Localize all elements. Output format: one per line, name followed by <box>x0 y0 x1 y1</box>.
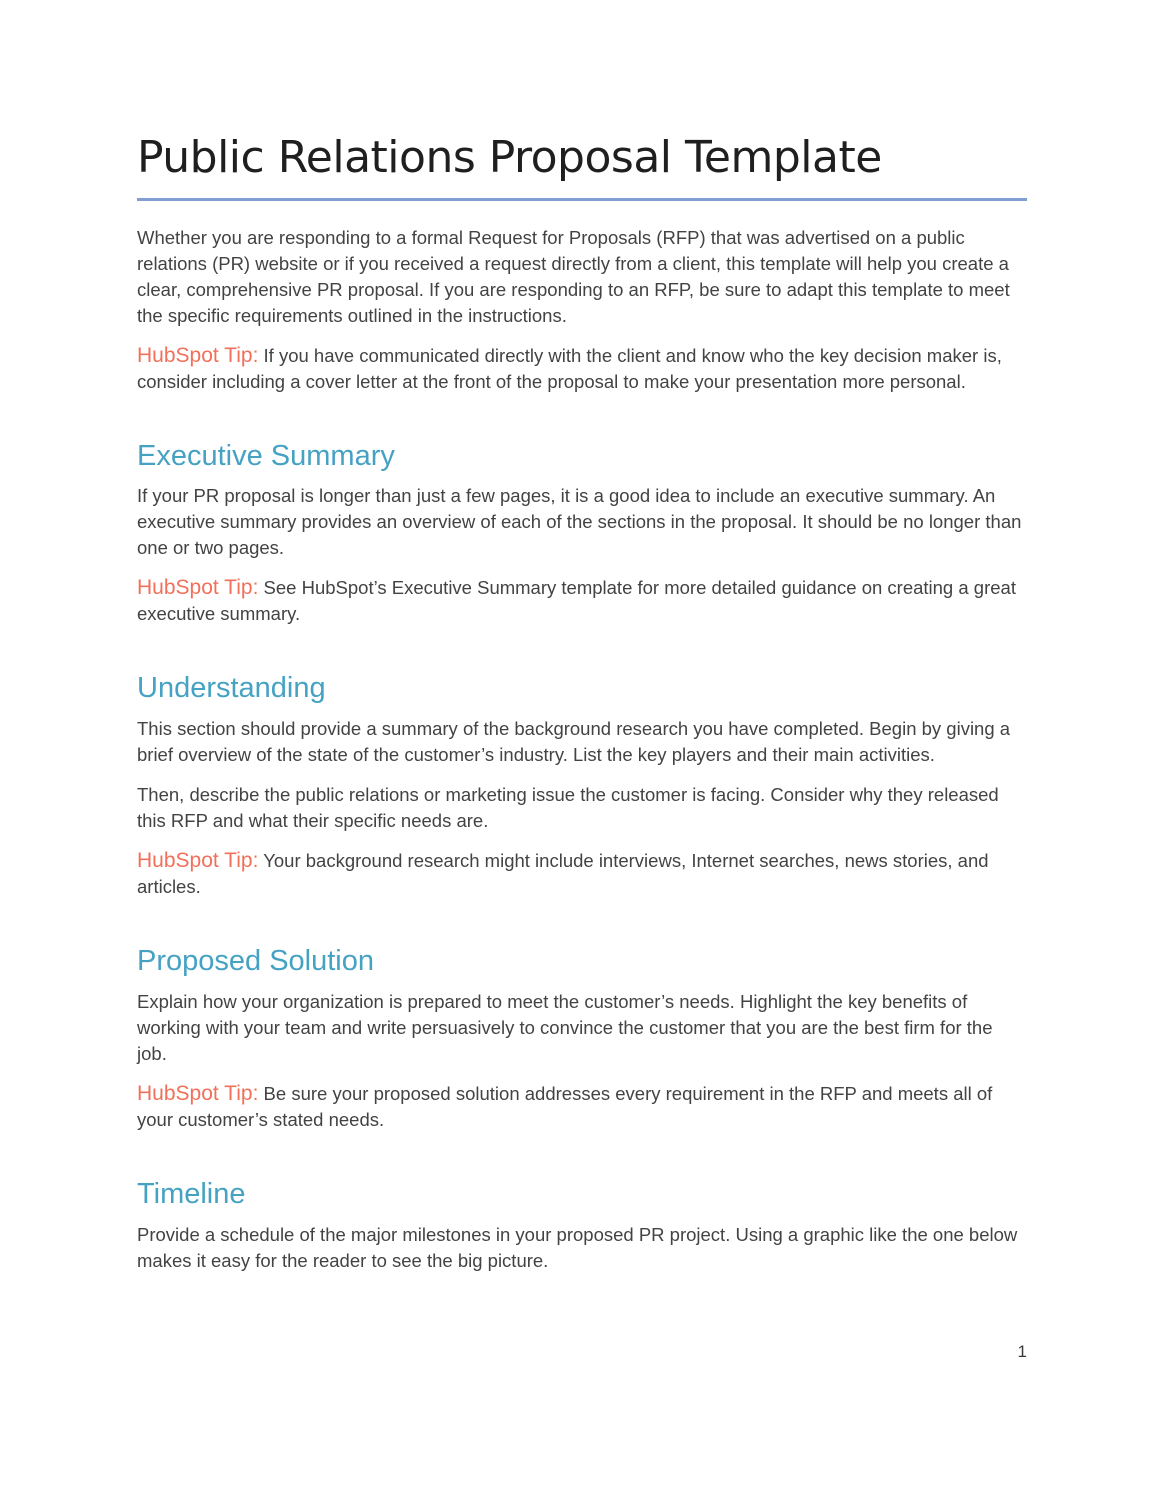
hubspot-tip-label: HubSpot Tip: <box>137 343 259 367</box>
paragraph: Explain how your organization is prepared to meet the customer’s needs. Highlight the key benefits of working with your team and write persuasively to convince the customer that you are the best firm for the job. <box>137 990 993 1064</box>
hubspot-tip-text: Your background research might include interviews, Internet searches, news stories, and articles. <box>137 850 989 898</box>
intro-paragraph: Whether you are responding to a formal Request for Proposals (RFP) that was advertised on a public relations (PR) website or if you received a request directly from a client, this template will help you create a clear, comprehensive PR proposal. If you are responding to an RFP, be sure to adapt this template to meet the specific requirements outlined in the instructions. <box>137 226 1010 326</box>
paragraph: If your PR proposal is longer than just a few pages, it is a good idea to include an executive summary. An executive summary provides an overview of each of the sections in the proposal. It should be no longer than one or two pages. <box>137 485 1022 559</box>
hubspot-tip-label: HubSpot Tip: <box>137 849 259 873</box>
section-heading-proposed-solution: Proposed Solution <box>137 945 374 978</box>
hubspot-tip-text: If you have communicated directly with the client and know who the key decision maker is, consider including a cover letter at the front of the proposal to make your presentation more personal. <box>137 344 1002 392</box>
section-heading-understanding: Understanding <box>137 672 326 705</box>
section-heading-timeline: Timeline <box>137 1177 246 1210</box>
paragraph: Provide a schedule of the major milestones in your proposed PR project. Using a graphic like the one below makes it easy for the reader to see the big picture. <box>137 1223 1018 1271</box>
hubspot-tip <box>137 848 1027 900</box>
hubspot-tip-label: HubSpot Tip: <box>137 576 259 600</box>
page-number: 1 <box>1017 1342 1027 1361</box>
document-title: Public Relations Proposal Template <box>137 133 1027 201</box>
section-heading-executive-summary: Executive Summary <box>137 439 395 472</box>
paragraph: Then, describe the public relations or marketing issue the customer is facing. Consider why they released this RFP and what their specific needs are. <box>137 784 999 832</box>
hubspot-tip <box>137 1081 1027 1133</box>
hubspot-tip-text: Be sure your proposed solution addresses every requirement in the RFP and meets all of your customer’s stated needs. <box>137 1082 993 1130</box>
hubspot-tip-text: See HubSpot’s Executive Summary template for more detailed guidance on creating a great executive summary. <box>137 577 1016 625</box>
hubspot-tip <box>137 575 1027 627</box>
hubspot-tip-label: HubSpot Tip: <box>137 1081 259 1105</box>
paragraph: This section should provide a summary of the background research you have completed. Begin by giving a brief overview of the state of the customer’s industry. List the key players and their main activities. <box>137 718 1011 766</box>
hubspot-tip <box>137 343 1027 395</box>
